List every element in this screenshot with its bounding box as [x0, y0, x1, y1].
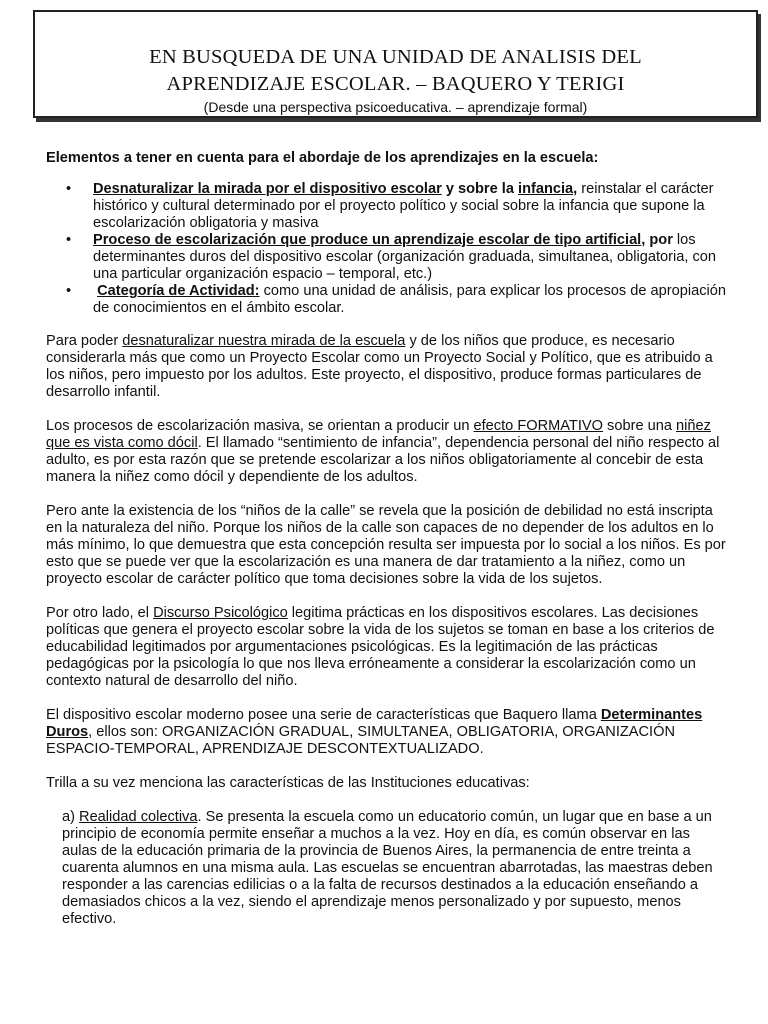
title-line-1: EN BUSQUEDA DE UNA UNIDAD DE ANALISIS DEL: [149, 46, 642, 68]
bullet-icon: •: [66, 232, 72, 248]
p4-text-b: legitima prácticas en los dispositivos escolares. Las decisiones políticas que genera el proyecto escolar sobre la vida de los sujetos se toman en base a los criterios de educabilidad legitimados por argumentaciones psicológicas. Es la legitimación de las prácticas pedagógicas por la psicología lo que nos lleva erróneamente a considerar la escolarización como un contexto natural de desarrollo del niño.: [46, 605, 715, 689]
bullet-2-text: los determinantes duros del dispositivo escolar (organización graduada, simultanea, obligatoria, con una particular organización espacio – temporal, etc.): [93, 232, 717, 282]
bullet-1-bold-connector: y sobre la: [441, 181, 519, 197]
paragraph-2: [46, 418, 726, 486]
bullet-2-bold-underlined: Proceso de escolarización que produce un aprendizaje escolar de tipo artificial: [93, 232, 642, 248]
bullet-1-text: reinstalar el carácter histórico y cultural determinado por el proyecto político y social sobre la infancia que supone la escolarización obligatoria y masiva: [93, 181, 714, 231]
bullet-3-text: como una unidad de análisis, para explicar los procesos de apropiación de conocimientos en el ámbito escolar.: [93, 283, 727, 316]
p1-underlined: desnaturalizar nuestra mirada de la escuela: [122, 333, 406, 349]
paragraph-4: [46, 605, 726, 690]
bullet-1-bold-underlined-2: infancia,: [518, 181, 578, 197]
intro-heading: Elementos a tener en cuenta para el abordaje de los aprendizajes en la escuela:: [46, 150, 599, 166]
p5-text-b: , ellos son: ORGANIZACIÓN GRADUAL, SIMULTANEA, OBLIGATORIA, ORGANIZACIÓN ESPACIO-TEMPORAL, APRENDIZAJE DESCONTEXTUALIZADO.: [46, 724, 676, 757]
p7-text: . Se presenta la escuela como un educatorio común, un lugar que en base a un principio de economía permite enseñar a muchos a la vez. Hoy en día, es común observar en las aulas de la educación primaria de la provincia de Buenos Aires, la permanencia de entre treinta a cuarenta alumnos en una misma aula. Las escuelas se encuentran abarrotadas, las maestras deben responder a las carencias edilicias o a la falta de recursos destinados a la educación enseñando a demasiados chicos a la vez, siendo el aprendizaje menos personalizado y por supuesto, menos efectivo.: [62, 809, 713, 927]
bullet-1-bold-underlined: Desnaturalizar la mirada por el dispositivo escolar: [93, 181, 442, 197]
p2-text-a: Los procesos de escolarización masiva, se orientan a producir un: [46, 418, 474, 434]
list-item: [46, 181, 726, 232]
p2-text-c: . El llamado “sentimiento de infancia”, dependencia personal del niño respecto al adulto, es por esta razón que se pretende escolarizar a los niños obligatoriamente al concebir de esta manera la niñez como dócil y dependiente de los adultos.: [46, 435, 720, 485]
p2-underlined-1: efecto FORMATIVO: [473, 418, 603, 434]
bullet-icon: •: [66, 181, 72, 197]
bullet-3-bold-underlined: Categoría de Actividad:: [97, 283, 260, 299]
paragraph-6: Trilla a su vez menciona las características de las Instituciones educativas:: [46, 775, 530, 791]
list-item: [46, 283, 726, 317]
list-item: [46, 232, 726, 283]
bullet-list: [46, 181, 726, 317]
bullet-icon: •: [66, 283, 72, 299]
subtitle: (Desde una perspectiva psicoeducativa. – aprendizaje formal): [203, 99, 588, 115]
paragraph-7: [46, 809, 726, 928]
p7-underlined: Realidad colectiva: [79, 809, 198, 825]
p5-bold-underlined: Determinantes Duros: [46, 707, 703, 740]
p7-label: a): [62, 809, 80, 825]
p2-underlined-2: niñez que es vista como dócil: [46, 418, 711, 451]
p4-text-a: Por otro lado, el: [46, 605, 154, 621]
p2-text-b: sobre una: [603, 418, 677, 434]
title-box: [33, 10, 758, 118]
p1-text-a: Para poder: [46, 333, 123, 349]
title-line-2: APRENDIZAJE ESCOLAR. – BAQUERO Y TERIGI: [166, 73, 625, 95]
p5-text-a: El dispositivo escolar moderno posee una serie de características que Baquero llama: [46, 707, 601, 723]
p1-text-b: y de los niños que produce, es necesario considerarla más que como un Proyecto Escolar como un Proyecto Social y Político, que es atribuido a los niños, pero impuesto por los adultos. Este proyecto, el dispositivo, produce formas particulares de desarrollo infantil.: [46, 333, 713, 400]
p4-underlined: Discurso Psicológico: [153, 605, 288, 621]
bullet-2-bold-connector: , por: [641, 232, 673, 248]
paragraph-5: [46, 707, 726, 758]
document-body: [46, 150, 726, 945]
paragraph-3: Pero ante la existencia de los “niños de la calle” se revela que la posición de debilidad no está inscripta en la naturaleza del niño. Porque los niños de la calle son capaces de no depender de los adultos en lo más mínimo, lo que demuestra que esta concepción resulta ser impuesta por lo social a los niños. Es por esto que se puede ver que la escolarización es una manera de dar tratamiento a la niñez, como un proyecto escolar de carácter político que toma decisiones sobre la vida de los sujetos.: [46, 503, 726, 587]
paragraph-1: [46, 333, 726, 401]
